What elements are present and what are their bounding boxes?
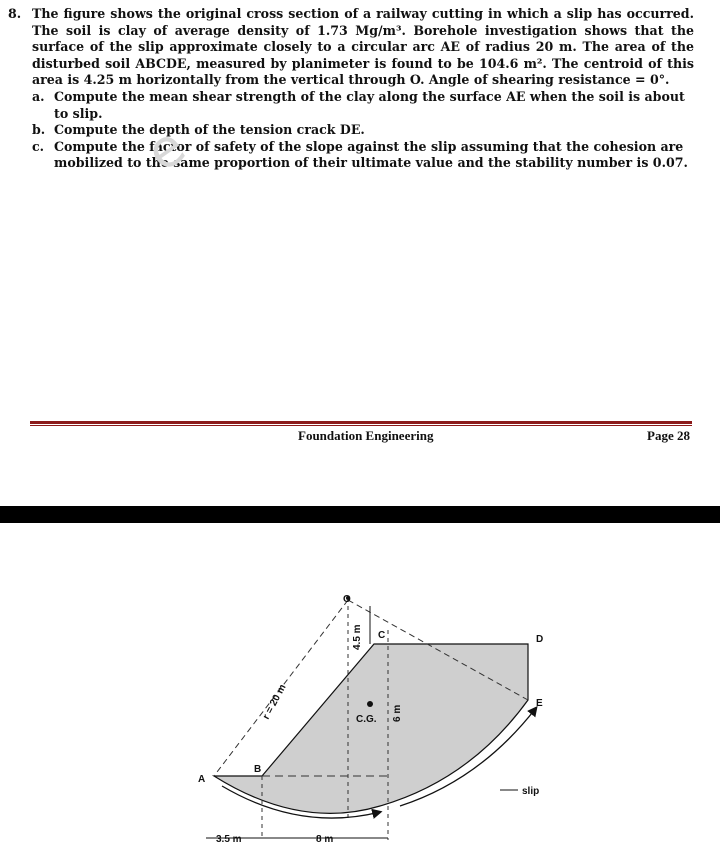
question-body: The figure shows the original cross section of a railway cutting in which a slip has occurred. The soil is clay of average density of 1.73 Mg/m³. Borehole investigation shows that the surface of the slip approximate closely to a circular arc AE of radius 20 m. The area of the disturbed soil ABCDE, measured by planimeter is found to be 104.6 m². The centroid of this area is 4.25 m horizontally from the vertical through O. Angle of shearing resistance = 0°. [32, 6, 694, 88]
sub-text: Compute the factor of safety of the slope against the slip assuming that the cohesion are mobilized to the same proportion of their ultimate value and the stability number is 0.07. [54, 138, 688, 171]
label-a: A [198, 774, 206, 785]
sub-question-c [8, 139, 694, 172]
sub-letter: c. [32, 138, 45, 154]
cg-marker [367, 701, 373, 707]
label-cg: C.G. [356, 714, 377, 725]
problem-text [8, 6, 694, 172]
label-d: D [536, 634, 544, 645]
sub-text: Compute the depth of the tension crack DE. [54, 122, 365, 138]
footer-rule-thin [30, 425, 692, 426]
label-4-5m: 4.5 m [352, 624, 363, 650]
footer-title: Foundation Engineering [298, 428, 434, 443]
sub-text: Compute the mean shear strength of the clay along the surface AE when the soil is about to slip. [54, 88, 685, 121]
slip-diagram [0, 523, 720, 860]
page-separator [0, 506, 720, 523]
page-number: Page 28 [647, 428, 690, 443]
label-6m: 6 m [392, 704, 403, 722]
label-3-5m: 3.5 m [216, 834, 242, 845]
label-b: B [254, 764, 262, 775]
label-8m: 8 m [316, 834, 334, 845]
footer-rule [30, 421, 692, 424]
disturbed-soil-area [214, 644, 528, 813]
watermark: e [135, 116, 197, 184]
label-slip: slip [522, 786, 540, 797]
question-number: 8. [8, 6, 22, 21]
label-e: E [536, 698, 543, 709]
sub-letter: b. [32, 122, 46, 138]
label-c: C [378, 630, 386, 641]
label-radius: r = 20 m [260, 682, 289, 722]
label-o: O [343, 594, 351, 605]
sub-question-b [8, 122, 694, 139]
sub-letter: a. [32, 88, 45, 104]
sub-question-a [8, 89, 694, 122]
